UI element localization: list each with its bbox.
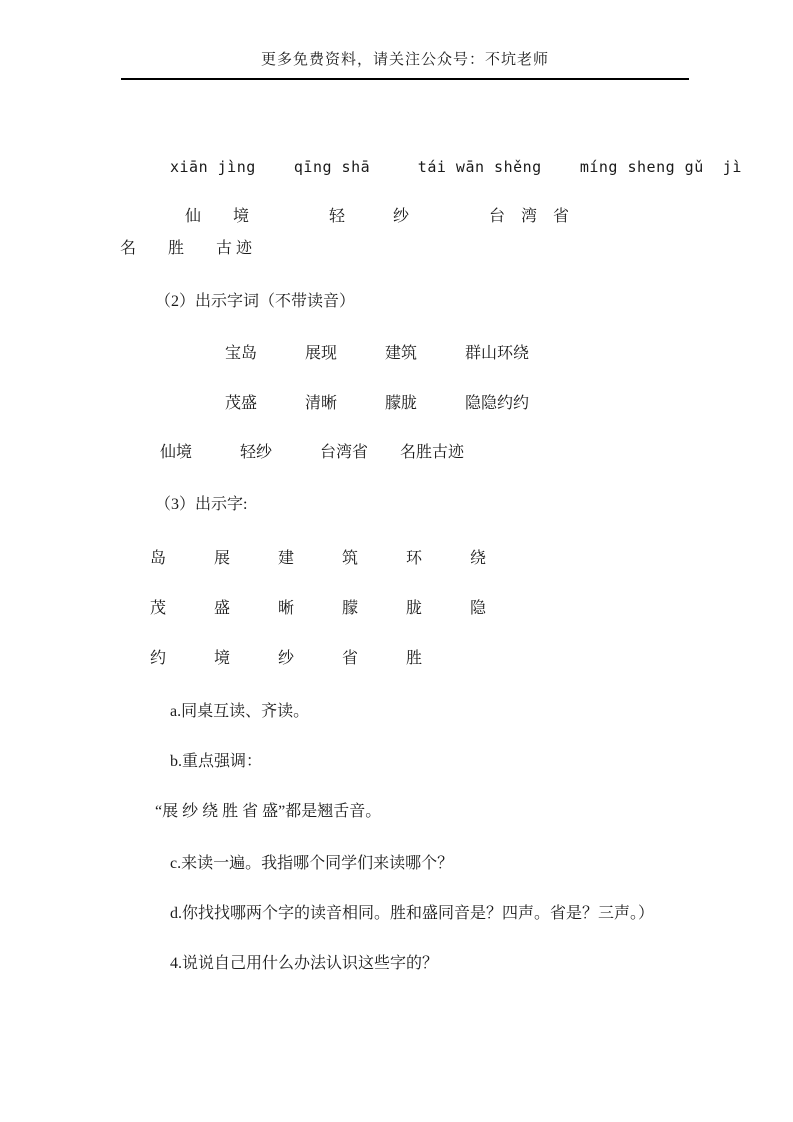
hanzi-with-pinyin-row-1: 仙 境 轻 纱 台 湾 省	[185, 208, 570, 225]
word-list-row-1: 宝岛 展现 建筑 群山环绕	[225, 345, 530, 362]
character-list-row-1: 岛 展 建 筑 环 绕	[150, 550, 487, 567]
word-list-row-3: 仙境 轻纱 台湾省 名胜古迹	[160, 444, 465, 461]
hanzi-with-pinyin-row-2: 名 胜 古 迹	[120, 240, 253, 257]
pronunciation-note: “展 纱 绕 胜 省 盛”都是翘舌音。	[155, 803, 382, 820]
header-promo-text: 更多免费资料，请关注公众号：不坑老师	[121, 48, 689, 80]
list-item-4: 4.说说自己用什么办法认识这些字的？	[170, 955, 439, 972]
section-heading-3: （3）出示字:	[155, 496, 248, 513]
character-list-row-3: 约 境 纱 省 胜	[150, 650, 423, 667]
list-item-a: a.同桌互读、齐读。	[170, 703, 310, 720]
pinyin-line: xiān jìng qīng shā tái wān shěng míng sheng gǔ jì	[170, 158, 742, 176]
character-list-row-2: 茂 盛 晰 朦 胧 隐	[150, 600, 487, 617]
list-item-d: d.你找找哪两个字的读音相同。胜和盛同音是？四声。省是？三声。）	[170, 905, 655, 922]
section-heading-2: （2）出示字词（不带读音）	[155, 293, 356, 310]
list-item-b: b.重点强调：	[170, 753, 263, 770]
word-list-row-2: 茂盛 清晰 朦胧 隐隐约约	[225, 395, 530, 412]
list-item-c: c.来读一遍。我指哪个同学们来读哪个？	[170, 855, 454, 872]
